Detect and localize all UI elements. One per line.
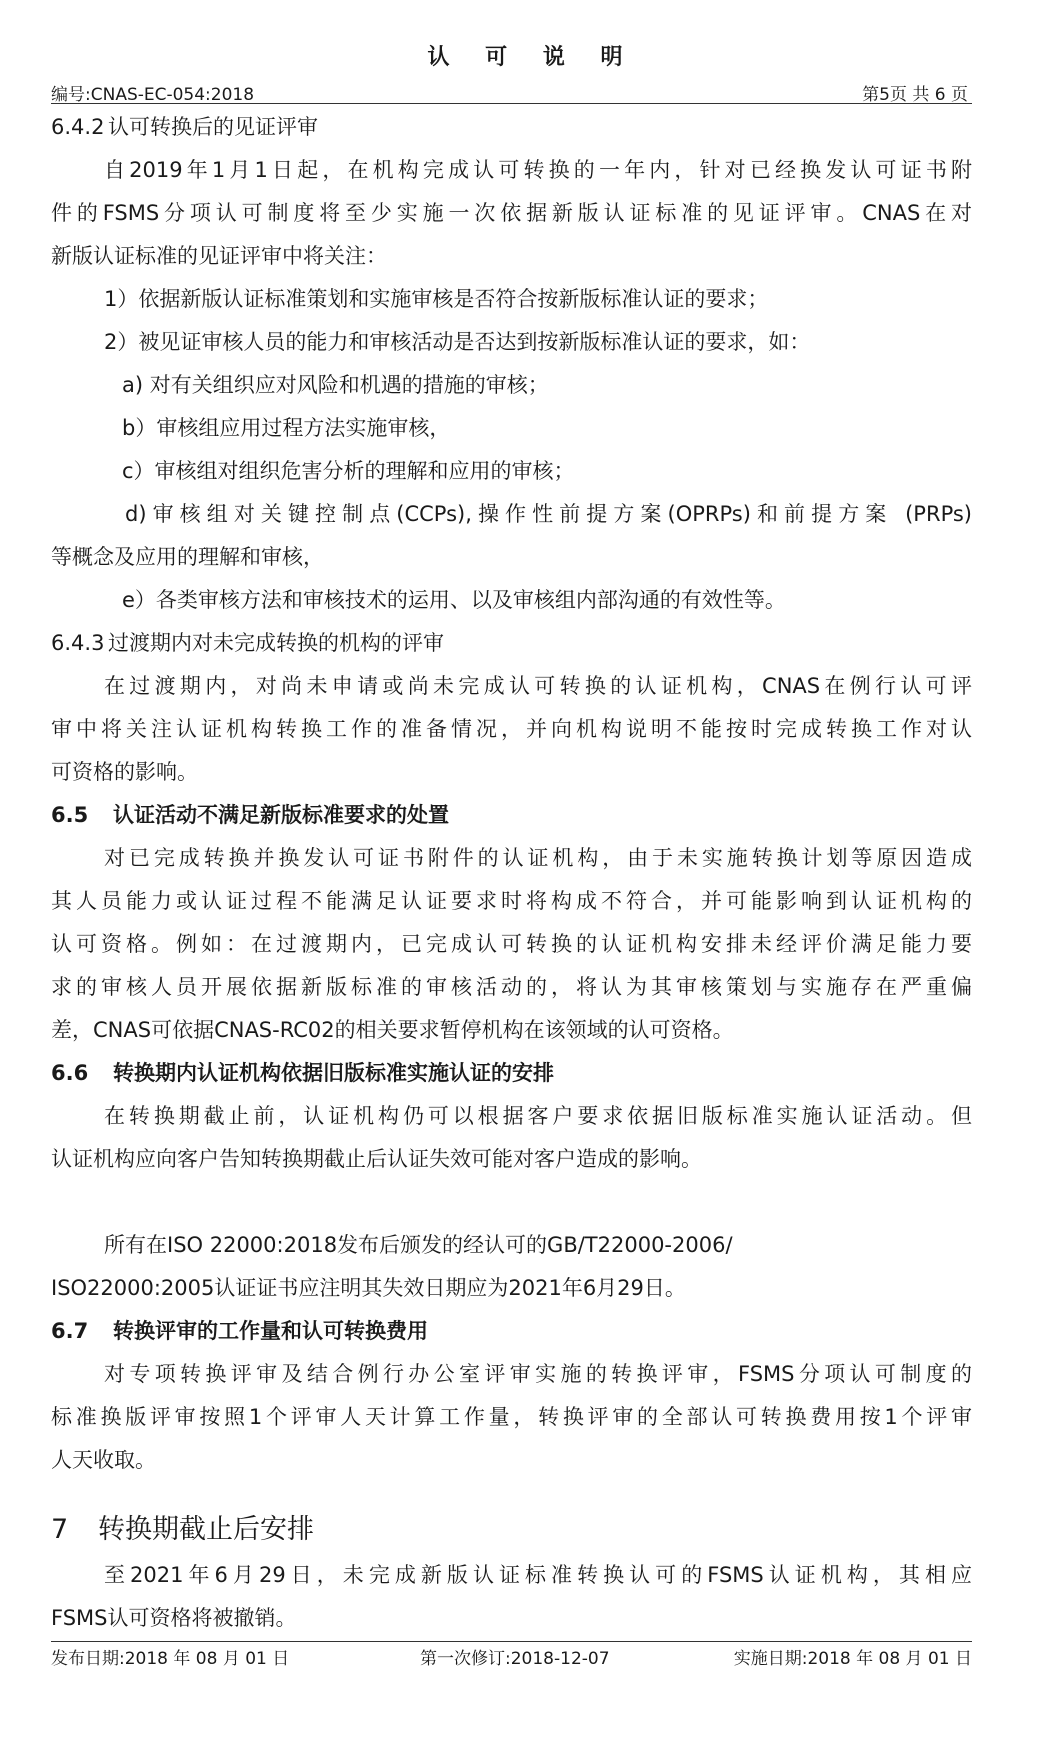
chapter-heading-7 [51,1506,972,1554]
sub-list-item: d)审核组对关键控制点(CCPs),操作性前提方案(OPRPs)和前提方案 (PRPs) [125,502,972,526]
paragraph-line: 可资格的影响。 [51,760,198,784]
list-item: 2）被见证审核人员的能力和审核活动是否达到按新版标准认证的要求，如： [104,330,811,354]
sub-list-item: b）审核组应用过程方法实施审核， [122,416,451,440]
page-title: 认 可 说 明 [427,45,637,70]
paragraph-line: 对已完成转换并换发认可证书附件的认证机构，由于未实施转换计划等原因造成 [104,846,972,870]
paragraph-line: FSMS认可资格将被撤销。 [51,1606,297,1630]
blank-line [51,1482,972,1506]
section-title: 认证活动不满足新版标准要求的处置 [113,803,449,827]
document-body [51,106,972,1640]
paragraph-line: 求的审核人员开展依据新版标准的审核活动的，将认为其审核策划与实施存在严重偏 [51,975,972,999]
paragraph-line: 认证机构应向客户告知转换期截止后认证失效可能对客户造成的影响。 [51,1147,702,1171]
paragraph-line: 认可资格。例如：在过渡期内，已完成认可转换的认证机构安排未经评价满足能力要 [51,932,972,956]
revision-date: 第一次修订:2018-12-07 [420,1649,610,1669]
publish-date: 发布日期:2018 年 08 月 01 日 [51,1649,290,1669]
section-number: 6.7 [51,1319,89,1343]
sub-list-item: c）审核组对组织危害分析的理解和应用的审核； [122,459,575,483]
section-heading-6-7 [51,1310,972,1353]
sub-list-item: a) 对有关组织应对风险和机遇的措施的审核； [122,373,549,397]
header-divider [51,103,972,104]
sub-list-item-continued: 等概念及应用的理解和审核， [51,545,324,569]
paragraph-line: 新版认证标准的见证评审中将关注： [51,244,387,268]
document-id: 编号:CNAS-EC-054:2018 [51,85,255,105]
paragraph-line: 在转换期截止前，认证机构仍可以根据客户要求依据旧版标准实施认证活动。但 [104,1104,972,1128]
section-title: 过渡期内对未完成转换的机构的评审 [108,631,444,655]
section-heading-6-4-2 [51,106,972,149]
section-heading-6-6 [51,1052,972,1095]
section-heading-6-5 [51,794,972,837]
paragraph-line: 在过渡期内，对尚未申请或尚未完成认可转换的认证机构，CNAS在例行认可评 [104,674,972,698]
paragraph-line: ISO22000:2005认证证书应注明其失效日期应为2021年6月29日。 [51,1276,686,1300]
section-number: 6.4.3 [51,631,105,655]
paragraph-line: 对专项转换评审及结合例行办公室评审实施的转换评审，FSMS分项认可制度的 [104,1362,972,1386]
paragraph-line: 其人员能力或认证过程不能满足认证要求时将构成不符合，并可能影响到认证机构的 [51,889,972,913]
paragraph-line: 审中将关注认证机构转换工作的准备情况，并向机构说明不能按时完成转换工作对认 [51,717,972,741]
chapter-number: 7 [51,1514,69,1545]
section-number: 6.5 [51,803,89,827]
paragraph-line: 所有在ISO 22000:2018发布后颁发的经认可的GB/T22000-2006/ [104,1233,733,1257]
section-title: 认可转换后的见证评审 [108,115,318,139]
effective-date: 实施日期:2018 年 08 月 01 日 [733,1649,972,1669]
chapter-title: 转换期截止后安排 [98,1514,314,1545]
sub-list-item: e）各类审核方法和审核技术的运用、以及审核组内部沟通的有效性等。 [122,588,786,612]
section-number: 6.6 [51,1061,89,1085]
paragraph-line: 件的FSMS分项认可制度将至少实施一次依据新版认证标准的见证评审。CNAS在对 [51,201,972,225]
section-heading-6-4-3 [51,622,972,665]
section-title: 转换期内认证机构依据旧版标准实施认证的安排 [113,1061,554,1085]
section-title: 转换评审的工作量和认可转换费用 [113,1319,428,1343]
paragraph-line: 人天收取。 [51,1448,156,1472]
page-number: 第5页 共 6 页 [862,85,968,105]
footer-divider [51,1641,972,1642]
paragraph-line: 自2019年1月1日起，在机构完成认可转换的一年内，针对已经换发认可证书附 [104,158,972,182]
paragraph-line: 至2021年6月29日，未完成新版认证标准转换认可的FSMS认证机构，其相应 [104,1563,972,1587]
section-number: 6.4.2 [51,115,105,139]
blank-line [51,1181,972,1224]
list-item: 1）依据新版认证标准策划和实施审核是否符合按新版标准认证的要求； [104,287,769,311]
paragraph-line: 差，CNAS可依据CNAS-RC02的相关要求暂停机构在该领域的认可资格。 [51,1018,734,1042]
paragraph-line: 标准换版评审按照1个评审人天计算工作量，转换评审的全部认可转换费用按1个评审 [51,1405,972,1429]
